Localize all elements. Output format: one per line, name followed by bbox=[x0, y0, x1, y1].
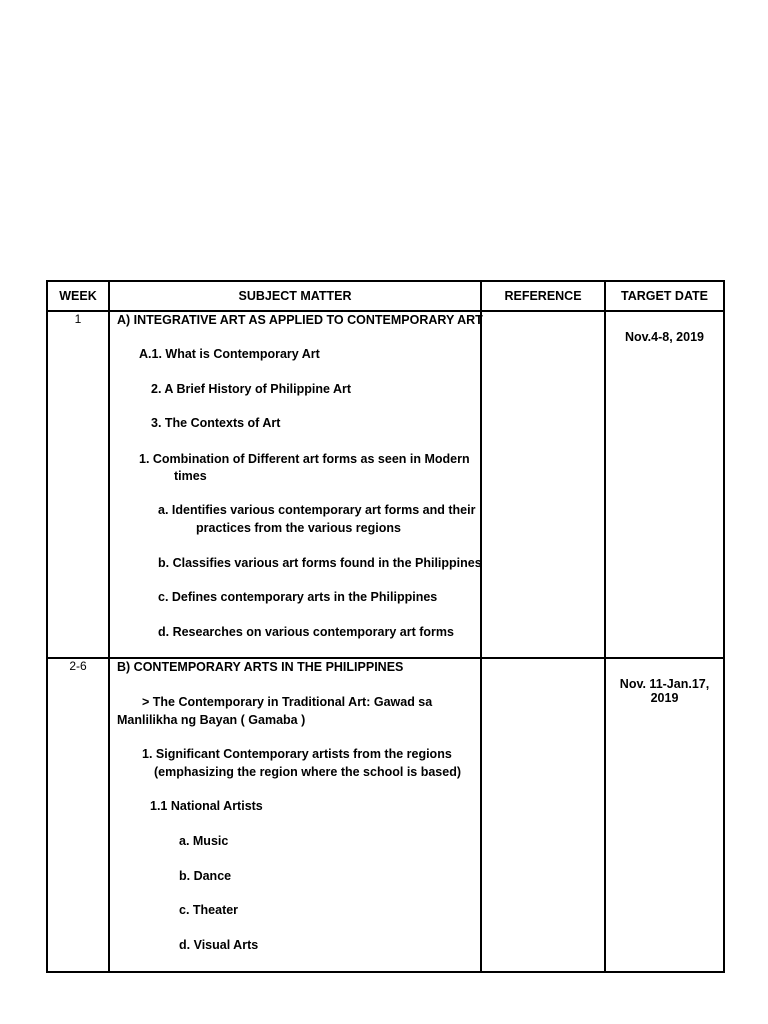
list-item: c. Theater bbox=[179, 903, 239, 917]
list-item: b. Classifies various art forms found in the Philippines bbox=[158, 556, 482, 570]
list-item: b. Dance bbox=[179, 869, 232, 883]
reference-cell bbox=[481, 658, 605, 972]
list-item: d. Visual Arts bbox=[179, 938, 259, 952]
header-subject-matter: SUBJECT MATTER bbox=[109, 281, 481, 311]
list-item: (emphasizing the region where the school is based) bbox=[154, 765, 462, 779]
subject-matter-cell bbox=[109, 658, 481, 972]
list-item: > The Contemporary in Traditional Art: Gawad sa bbox=[142, 695, 433, 709]
list-item: practices from the various regions bbox=[196, 521, 401, 535]
list-item: 2. A Brief History of Philippine Art bbox=[151, 382, 352, 396]
list-item: 3. The Contexts of Art bbox=[151, 416, 281, 430]
target-date-cell bbox=[605, 311, 724, 658]
list-item: a. Music bbox=[179, 834, 229, 848]
target-date-line-1: Nov. 11-Jan.17, bbox=[619, 677, 710, 691]
table-header-row bbox=[47, 281, 724, 311]
target-date: Nov.4-8, 2019 bbox=[625, 330, 704, 344]
list-item: d. Researches on various contemporary art forms bbox=[158, 625, 454, 639]
table-row bbox=[47, 311, 724, 658]
reference-cell bbox=[481, 311, 605, 658]
week-cell: 1 bbox=[47, 311, 109, 658]
target-date-line-2: 2019 bbox=[650, 691, 679, 705]
section-title: A) INTEGRATIVE ART AS APPLIED TO CONTEMPORARY ART bbox=[117, 313, 483, 327]
section-title: B) CONTEMPORARY ARTS IN THE PHILIPPINES bbox=[117, 660, 404, 674]
list-item: 1. Combination of Different art forms as seen in Modern bbox=[139, 452, 470, 466]
header-reference: REFERENCE bbox=[481, 281, 605, 311]
list-item: a. Identifies various contemporary art forms and their bbox=[158, 503, 476, 517]
header-target-date: TARGET DATE bbox=[605, 281, 724, 311]
list-item: c. Defines contemporary arts in the Philippines bbox=[158, 590, 438, 604]
target-date-cell bbox=[605, 658, 724, 972]
lesson-plan-table bbox=[46, 280, 725, 973]
list-item: times bbox=[174, 469, 207, 483]
list-item: 1.1 National Artists bbox=[150, 799, 263, 813]
list-item: A.1. What is Contemporary Art bbox=[139, 347, 320, 361]
subject-matter-cell bbox=[109, 311, 481, 658]
header-week: WEEK bbox=[47, 281, 109, 311]
table-row bbox=[47, 658, 724, 972]
list-item: 1. Significant Contemporary artists from the regions bbox=[142, 747, 452, 761]
week-cell: 2-6 bbox=[47, 658, 109, 972]
list-item: Manlilikha ng Bayan ( Gamaba ) bbox=[117, 713, 306, 727]
